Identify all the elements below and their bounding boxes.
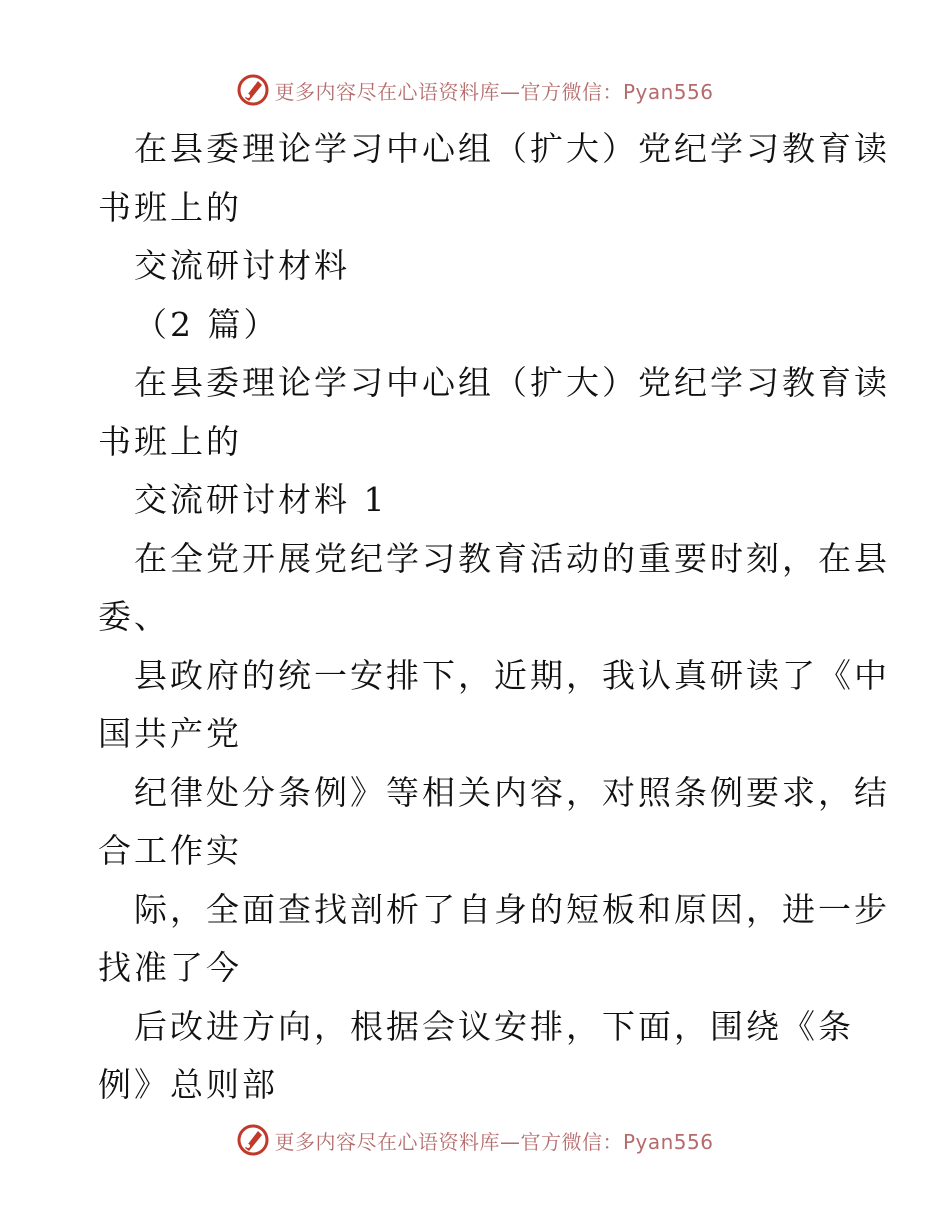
- header-watermark-banner: [0, 70, 950, 110]
- text-line: 国共产党: [98, 714, 242, 753]
- header-banner-text: 更多内容尽在心语资料库—官方微信：Pyan556: [274, 79, 714, 104]
- text-line: 后改进方向，根据会议安排，下面，围绕《条: [134, 1006, 854, 1046]
- footer-watermark-banner: [0, 1120, 950, 1160]
- text-line: 书班上的: [98, 187, 242, 227]
- text-line: 例》总则部: [98, 1065, 278, 1104]
- text-line: 际，全面查找剖析了自身的短板和原因，进一步: [134, 889, 890, 929]
- text-line: 县政府的统一安排下，近期，我认真研读了《中: [134, 655, 890, 695]
- text-line: 委、: [98, 597, 170, 636]
- text-line: （2 篇）: [134, 304, 280, 344]
- text-line: 书班上的: [98, 421, 242, 461]
- text-line: 找准了今: [98, 948, 242, 987]
- text-line: 合工作实: [98, 831, 242, 870]
- pen-nib-logo-icon: [236, 1123, 270, 1157]
- text-line: 交流研讨材料: [134, 246, 350, 285]
- text-line: 在县委理论学习中心组（扩大）党纪学习教育读: [134, 363, 890, 402]
- text-line: 纪律处分条例》等相关内容，对照条例要求，结: [134, 772, 890, 812]
- footer-banner-text: 更多内容尽在心语资料库—官方微信：Pyan556: [274, 1129, 714, 1154]
- text-line: 在全党开展党纪学习教育活动的重要时刻，在县: [134, 538, 890, 578]
- pen-nib-logo-icon: [236, 73, 270, 107]
- document-body: [98, 120, 890, 1115]
- text-line: 在县委理论学习中心组（扩大）党纪学习教育读: [134, 129, 890, 168]
- text-line: 交流研讨材料 1: [134, 480, 388, 519]
